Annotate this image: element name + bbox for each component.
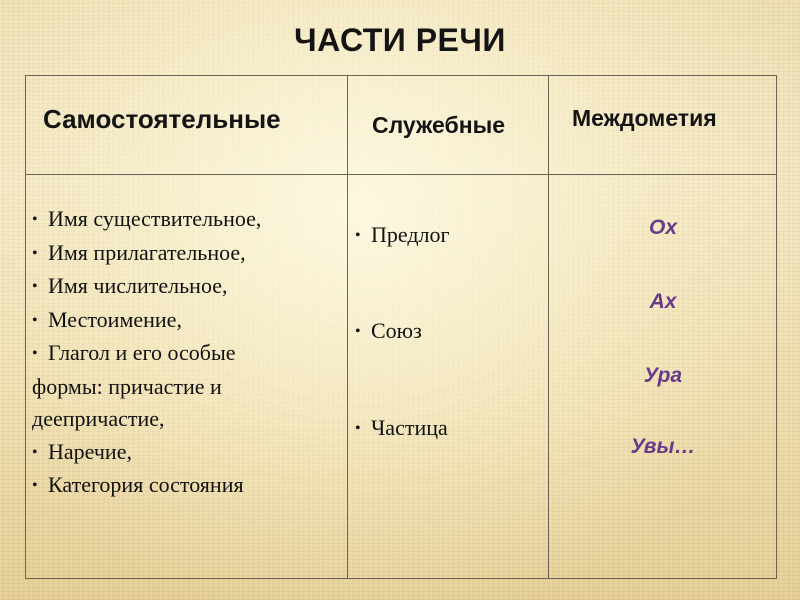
auxiliary-item-particle: • Частица [355, 415, 448, 440]
list-item: • Наречие, [32, 436, 344, 470]
bullet-icon: • [32, 443, 38, 461]
interjection-item: Ах [649, 290, 677, 313]
header-divider [26, 174, 776, 175]
column-divider [347, 76, 348, 578]
page-title: ЧАСТИ РЕЧИ [294, 22, 506, 58]
list-item: • Имя прилагательное, [32, 237, 344, 271]
interjection-item: Увы… [630, 435, 696, 458]
header-interjections: Междометия [572, 105, 717, 131]
interjection-item: Ох [648, 216, 677, 239]
list-item-continuation: деепричастие, [32, 406, 165, 431]
bullet-icon: • [32, 211, 38, 228]
auxiliary-item-conjunction: • Союз [355, 318, 422, 343]
header-independent: Самостоятельные [43, 104, 281, 134]
list-item-continuation: формы: причастие и [32, 373, 222, 399]
bullet-icon: • [355, 323, 361, 340]
header-auxiliary: Служебные [372, 112, 506, 138]
bullet-icon: • [355, 420, 361, 437]
bullet-icon: • [32, 345, 38, 362]
list-item: • Категория состояния [32, 469, 344, 503]
independent-list [32, 203, 344, 503]
bullet-icon: • [32, 278, 38, 295]
list-item: • Имя числительное, [32, 270, 344, 304]
bullet-icon: • [32, 244, 38, 262]
list-item: • Местоимение, [32, 304, 344, 338]
interjection-item: Ура [643, 364, 683, 387]
list-item: • Имя существительное, [32, 203, 344, 237]
column-divider [548, 76, 549, 578]
list-item: • Глагол и его особые [32, 337, 344, 371]
auxiliary-item-preposition: • Предлог [355, 222, 450, 247]
bullet-icon: • [32, 311, 38, 329]
bullet-icon: • [355, 227, 361, 244]
bullet-icon: • [32, 477, 38, 494]
